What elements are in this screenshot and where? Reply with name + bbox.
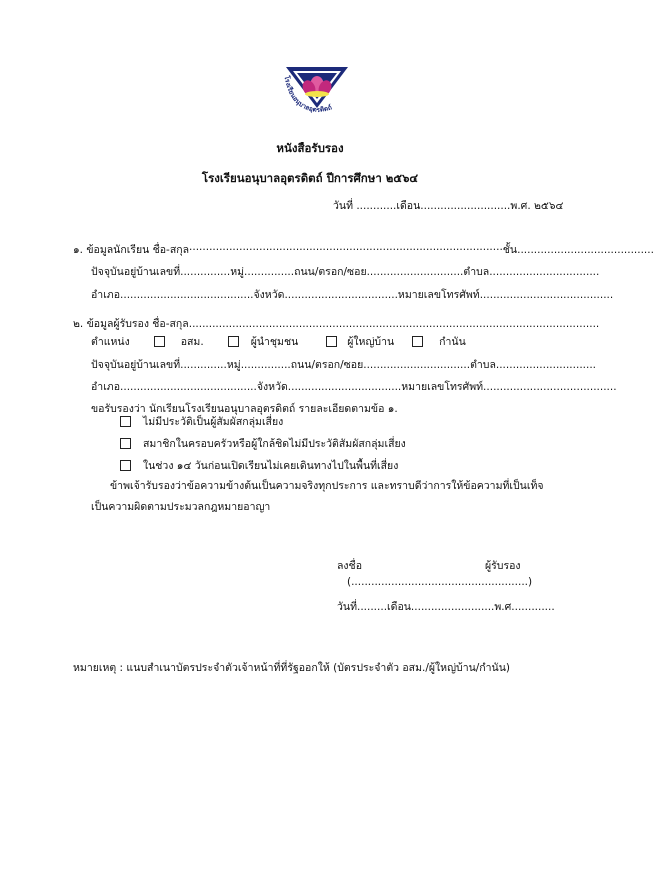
certify-intro: ขอรับรองว่า นักเรียนโรงเรียนอนุบาลอุตรดิตถ์ รายละเอียดตามข้อ ๑. — [91, 403, 398, 415]
position-label: ตำแหน่ง — [91, 336, 130, 348]
certifier-name-line: ๒. ข้อมูลผู้รับรอง ชื่อ-สกุล........................................................................................................................... — [73, 318, 600, 330]
position-option-vhv: อสม. — [180, 336, 204, 348]
certifier-district-line: อำเภอ.........................................จังหวัด..................................หมายเลขโทรศัพท์........................................ — [91, 381, 617, 393]
student-name-line — [73, 241, 654, 258]
student-label: ๑. ข้อมูลนักเรียน ชื่อ-สกุล — [73, 244, 190, 256]
signature-name-line: (.....................................................) — [347, 576, 533, 588]
statement-line-1: ข้าพเจ้ารับรองว่าข้อความข้างต้นเป็นความจริงทุกประการ และทราบดีว่าการให้ข้อความที่เป็นเท็จ — [110, 480, 544, 492]
certify-item — [120, 413, 283, 430]
checkbox-position-vhv[interactable] — [154, 336, 165, 347]
position-option-community-leader: ผู้นำชุมชน — [250, 336, 299, 348]
certify-item-label: ไม่มีประวัติเป็นผู้สัมผัสกลุ่มเสี่ยง — [143, 416, 284, 428]
checkbox-no-risk-history[interactable] — [120, 416, 131, 427]
sign-label: ลงชื่อ — [337, 560, 362, 572]
student-address-line: ปัจจุบันอยู่บ้านเลขที่...............หมู่...............ถนน/ตรอก/ซอย.............................ตำบล................................. — [91, 266, 600, 278]
certify-item — [120, 457, 398, 474]
school-logo — [278, 64, 354, 116]
statement-line-2: เป็นความผิดตามประมวลกฎหมายอาญา — [91, 501, 271, 513]
certify-item-label: ในช่วง ๑๔ วันก่อนเปิดเรียนไม่เคยเดินทางไปในพื้นที่เสี่ยง — [143, 460, 399, 472]
student-name-dots: .............................................................................................. — [189, 241, 503, 253]
document-subtitle: โรงเรียนอนุบาลอุตรดิตถ์ ปีการศึกษา ๒๕๖๔ — [201, 171, 419, 185]
position-option-kamnan: กำนัน — [439, 336, 466, 348]
certify-item — [120, 435, 406, 452]
signature-date-line: วันที่.........เดือน.........................พ.ศ............. — [337, 601, 555, 613]
checkbox-position-community-leader[interactable] — [228, 336, 239, 347]
checkbox-family-no-risk[interactable] — [120, 438, 131, 449]
issue-date-line: วันที่ ............เดือน...........................พ.ศ. ๒๕๖๔ — [333, 200, 564, 212]
checkbox-no-risk-travel[interactable] — [120, 460, 131, 471]
position-option-village-head: ผู้ใหญ่บ้าน — [347, 336, 395, 348]
position-row — [91, 333, 466, 350]
certifier-address-line: ปัจจุบันอยู่บ้านเลขที่..............หมู่...............ถนน/ตรอก/ซอย................................ตำบล.............................. — [91, 359, 597, 371]
footnote: หมายเหตุ : แนบสำเนาบัตรประจำตัวเจ้าหน้าที่ที่รัฐออกให้ (บัตรประจำตัว อสม./ผู้ใหญ่บ้าน/กำนัน) — [73, 662, 511, 674]
document-title: หนังสือรับรอง — [276, 141, 344, 155]
checkbox-position-village-head[interactable] — [326, 336, 337, 347]
checkbox-position-kamnan[interactable] — [412, 336, 423, 347]
logo-arc-text: โรงเรียนอนุบาลอุตรดิตถ์ — [282, 75, 333, 115]
student-district-line: อำเภอ........................................จังหวัด..................................หมายเลขโทรศัพท์........................................ — [91, 289, 614, 301]
student-grade: ชั้น......................................... — [502, 244, 654, 256]
certify-item-label: สมาชิกในครอบครัวหรือผู้ใกล้ชิดไม่มีประวัติสัมผัสกลุ่มเสี่ยง — [143, 438, 406, 450]
certifier-role: ผู้รับรอง — [485, 560, 521, 572]
